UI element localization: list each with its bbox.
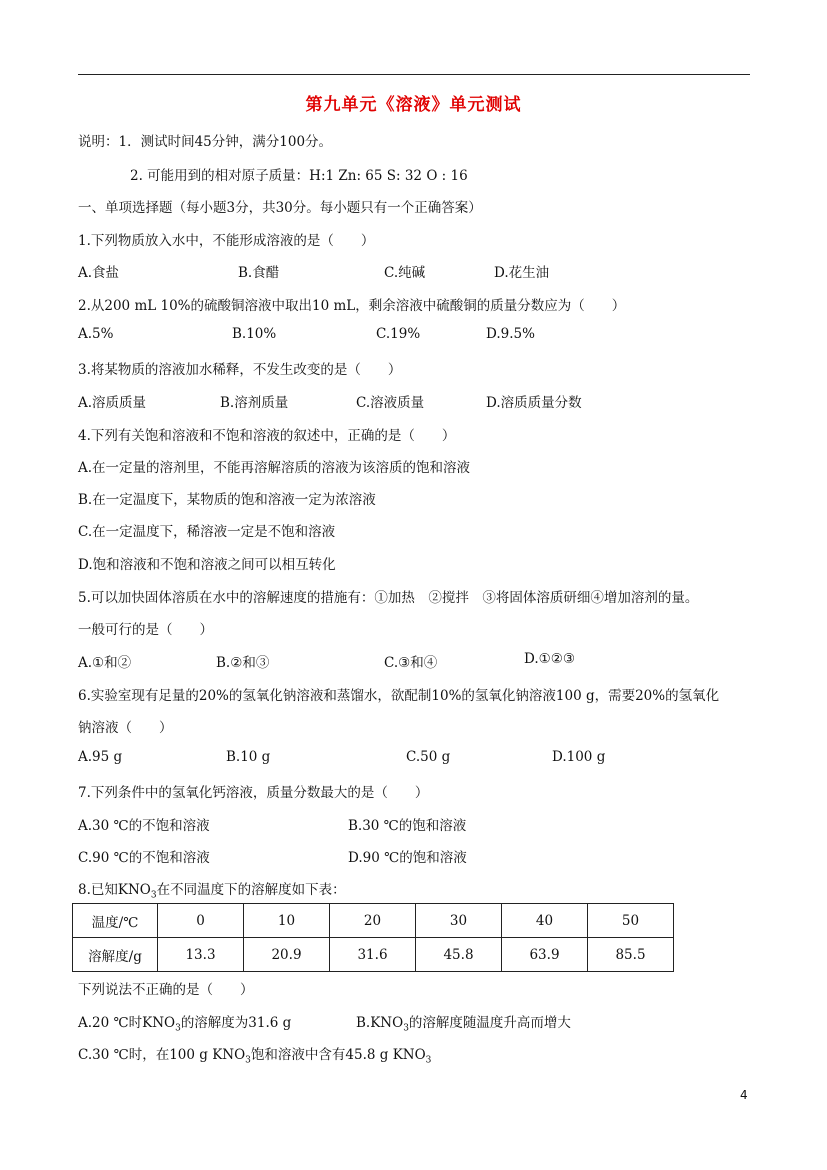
note-2: 2. 可能用到的相对原子质量：H:1 Zn: 65 S: 32 O : 16: [130, 168, 468, 184]
table-row-label: 温度/℃: [73, 904, 158, 938]
q4-stem: 4.下列有关饱和溶液和不饱和溶液的叙述中，正确的是（ ）: [78, 428, 456, 444]
q6-option-d: D.100 g: [552, 749, 606, 765]
table-cell: 40: [502, 904, 588, 938]
q1-option-a: A.食盐: [78, 265, 120, 281]
q2-option-c: C.19%: [376, 326, 421, 342]
q1-stem: 1.下列物质放入水中，不能形成溶液的是（ ）: [78, 233, 375, 249]
q5-option-c: C.③和④: [384, 655, 438, 671]
table-cell: 30: [416, 904, 502, 938]
page-number: 4: [740, 1088, 748, 1102]
note-1: 说明：1．测试时间45分钟，满分100分。: [78, 134, 333, 150]
q7-option-b: B.30 ℃的饱和溶液: [348, 818, 467, 834]
q8-after-table: 下列说法不正确的是（ ）: [78, 982, 254, 998]
q2-stem: 2.从200 mL 10%的硫酸铜溶液中取出10 mL，剩余溶液中硫酸铜的质量分数应为（ ）: [78, 298, 626, 314]
table-cell: 13.3: [158, 938, 244, 972]
q5-option-d: D.①②③: [524, 651, 575, 667]
table-cell: 20: [330, 904, 416, 938]
q7-option-c: C.90 ℃的不饱和溶液: [78, 850, 210, 866]
q3-option-c: C.溶液质量: [356, 395, 425, 411]
table-cell: 45.8: [416, 938, 502, 972]
q6-stem-line2: 钠溶液（ ）: [78, 720, 173, 736]
q6-option-a: A.95 g: [78, 749, 123, 765]
q5-option-b: B.②和③: [216, 655, 270, 671]
header-rule: [78, 74, 750, 75]
q1-option-d: D.花生油: [494, 265, 550, 281]
table-cell: 31.6: [330, 938, 416, 972]
table-row-label: 溶解度/g: [73, 938, 158, 972]
table-cell: 85.5: [588, 938, 674, 972]
q2-option-b: B.10%: [232, 326, 277, 342]
q1-option-b: B.食醋: [238, 265, 280, 281]
q4-option-a: A.在一定量的溶剂里，不能再溶解溶质的溶液为该溶质的饱和溶液: [78, 460, 471, 476]
q5-stem-line2: 一般可行的是（ ）: [78, 622, 213, 638]
q3-option-a: A.溶质质量: [78, 395, 147, 411]
q7-option-a: A.30 ℃的不饱和溶液: [78, 818, 210, 834]
q6-option-c: C.50 g: [406, 749, 451, 765]
q6-option-b: B.10 g: [226, 749, 271, 765]
q3-option-d: D.溶质质量分数: [486, 395, 582, 411]
q8-option-c: C.30 ℃时，在100 g $KNO_3$饱和溶液中含有45.8 g $KNO_3$: [78, 1047, 432, 1066]
q8-option-a: A.20 ℃时$KNO_3$的溶解度为31.6 g: [78, 1015, 292, 1034]
q2-option-d: D.9.5%: [486, 326, 535, 342]
q5-stem-line1: 5.可以加快固体溶质在水中的溶解速度的措施有：①加热 ②搅拌 ③将固体溶质研细④增加溶剂的量。: [78, 590, 699, 606]
page-title: 第九单元《溶液》单元测试: [305, 95, 522, 115]
table-cell: 50: [588, 904, 674, 938]
table-row: [73, 904, 674, 938]
table-cell: 10: [244, 904, 330, 938]
table-cell: 20.9: [244, 938, 330, 972]
q3-stem: 3.将某物质的溶液加水稀释，不发生改变的是（ ）: [78, 362, 402, 378]
table-cell: 63.9: [502, 938, 588, 972]
table-row: [73, 938, 674, 972]
q6-stem-line1: 6.实验室现有足量的20%的氢氧化钠溶液和蒸馏水，欲配制10%的氢氧化钠溶液100 g，需要20%的氢氧化: [78, 688, 720, 704]
q8-stem: 8.已知$KNO_3$在不同温度下的溶解度如下表：: [78, 882, 346, 901]
q8-option-b: $B.KNO_3$的溶解度随温度升高而增大: [356, 1015, 571, 1034]
q7-stem: 7.下列条件中的氢氧化钙溶液，质量分数最大的是（ ）: [78, 785, 429, 801]
solubility-table: [72, 903, 674, 972]
q4-option-c: C.在一定温度下，稀溶液一定是不饱和溶液: [78, 524, 336, 540]
table-cell: 0: [158, 904, 244, 938]
q3-option-b: B.溶剂质量: [220, 395, 289, 411]
q5-option-a: A.①和②: [78, 655, 132, 671]
q4-option-d: D.饱和溶液和不饱和溶液之间可以相互转化: [78, 557, 336, 573]
section-heading: 一、单项选择题（每小题3分，共30分。每小题只有一个正确答案）: [78, 200, 482, 216]
q7-option-d: D.90 ℃的饱和溶液: [348, 850, 467, 866]
q4-option-b: B.在一定温度下，某物质的饱和溶液一定为浓溶液: [78, 492, 376, 508]
q1-option-c: C.纯碱: [384, 265, 426, 281]
q2-option-a: A.5%: [78, 326, 114, 342]
